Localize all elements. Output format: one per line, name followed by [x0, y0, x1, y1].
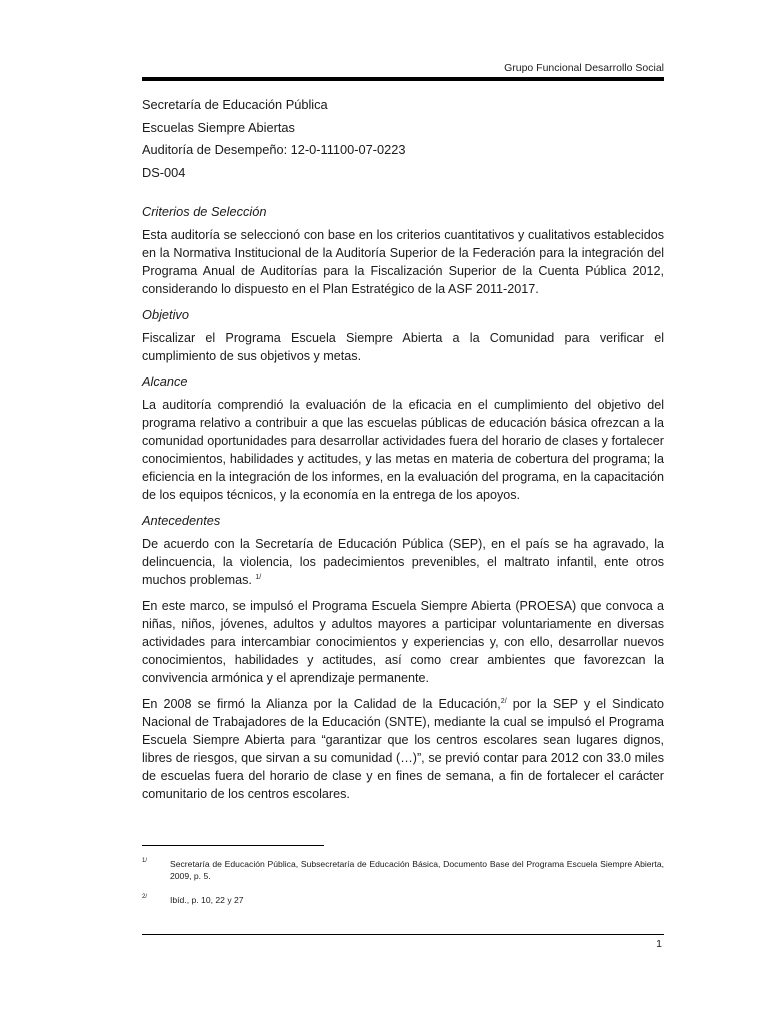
- section-title-criterios: Criterios de Selección: [142, 203, 267, 219]
- section-title-alcance: Alcance: [142, 373, 188, 389]
- section-text-objetivo: Fiscalizar el Programa Escuela Siempre Abierta a la Comunidad para verificar el cumplimiento de sus objetivos y metas.: [142, 330, 664, 363]
- audit-number: Auditoría de Desempeño: 12-0-11100-07-0223: [142, 142, 406, 157]
- antecedentes-paragraph-1: [142, 535, 664, 589]
- antecedentes-p3-text-a: En 2008 se firmó la Alianza por la Calidad de la Educación,: [142, 696, 501, 711]
- running-header: Grupo Funcional Desarrollo Social: [504, 62, 664, 74]
- antecedentes-paragraph-3: [142, 695, 664, 803]
- section-text-criterios: Esta auditoría se seleccionó con base en los criterios cuantitativos y cualitativos establecidos en la Normativa Institucional de la Auditoría Superior de la Federación para la integración del Programa Anual de Auditorías para la Fiscalización Superior de la Cuenta Pública 2012, considerando lo dispuesto en el Plan Estratégico de la ASF 2011-2017.: [142, 227, 664, 296]
- section-title-objetivo: Objetivo: [142, 306, 189, 322]
- footnote-ref-1: 1/: [255, 573, 262, 581]
- section-title-antecedentes: Antecedentes: [142, 512, 221, 528]
- footnote-text-1: Secretaría de Educación Pública, Subsecretaría de Educación Básica, Documento Base del Programa Escuela Siempre Abierta, 2009, p. 5.: [170, 859, 664, 881]
- program-name: Escuelas Siempre Abiertas: [142, 119, 295, 135]
- footnote-text-2: Ibíd., p. 10, 22 y 27: [170, 895, 244, 905]
- audit-identification: [142, 96, 664, 182]
- entity-name: Secretaría de Educación Pública: [142, 97, 328, 112]
- section-text-alcance: La auditoría comprendió la evaluación de la eficacia en el cumplimiento del objetivo del programa relativo a contribuir a que las escuelas públicas de educación básica ofrezcan a la comunidad oportunidades para desarrollar actividades fuera del horario de clases y fortalecer conocimientos, habilidades y actitudes, y las metas en materia de cobertura del programa; la eficiencia en la integración de los informes, en la evaluación del programa, en la capacitación de los equipos técnicos, y la economía en la entrega de los apoyos.: [142, 397, 664, 502]
- antecedentes-paragraph-2: En este marco, se impulsó el Programa Escuela Siempre Abierta (PROESA) que convoca a niñas, niños, jóvenes, adultos y adultos mayores a participar voluntariamente en diversas actividades para intercambiar conocimientos y experiencias y, con ello, desarrollar nuevos conocimientos, habilidades y actitudes, así como crear ambientes que favorezcan la convivencia armónica y el aprendizaje permanente.: [142, 598, 664, 685]
- antecedentes-p3-text-b: por la SEP y el Sindicato Nacional de Trabajadores de la Educación (SNTE), mediante la cual se impulsó el Programa Escuela Siempre Abierta para “garantizar que los centros escolares sean lugares dignos, libres de riesgos, que sirvan a su comunidad (…)”, se previó contar para 2012 con 33.0 miles de escuelas fuera del horario de clase y en fines de semana, a fin de fortalecer el carácter comunitario de los centros escolares.: [142, 696, 664, 801]
- body-content: [142, 96, 664, 809]
- footnote-ref-2: 2/: [500, 697, 507, 705]
- footnote-separator: [142, 845, 324, 846]
- footnote-mark-2: 2/: [142, 894, 148, 900]
- antecedentes-p1-text: De acuerdo con la Secretaría de Educación Pública (SEP), en el país se ha agravado, la delincuencia, la violencia, los padecimientos prevenibles, el maltrato infantil, ente otros muchos problemas.: [142, 536, 664, 587]
- footnote-mark-1: 1/: [142, 858, 148, 864]
- audit-code: DS-004: [142, 164, 186, 180]
- header-rule: [142, 77, 664, 81]
- page-number: 1: [656, 938, 662, 950]
- footer-rule: [142, 934, 664, 935]
